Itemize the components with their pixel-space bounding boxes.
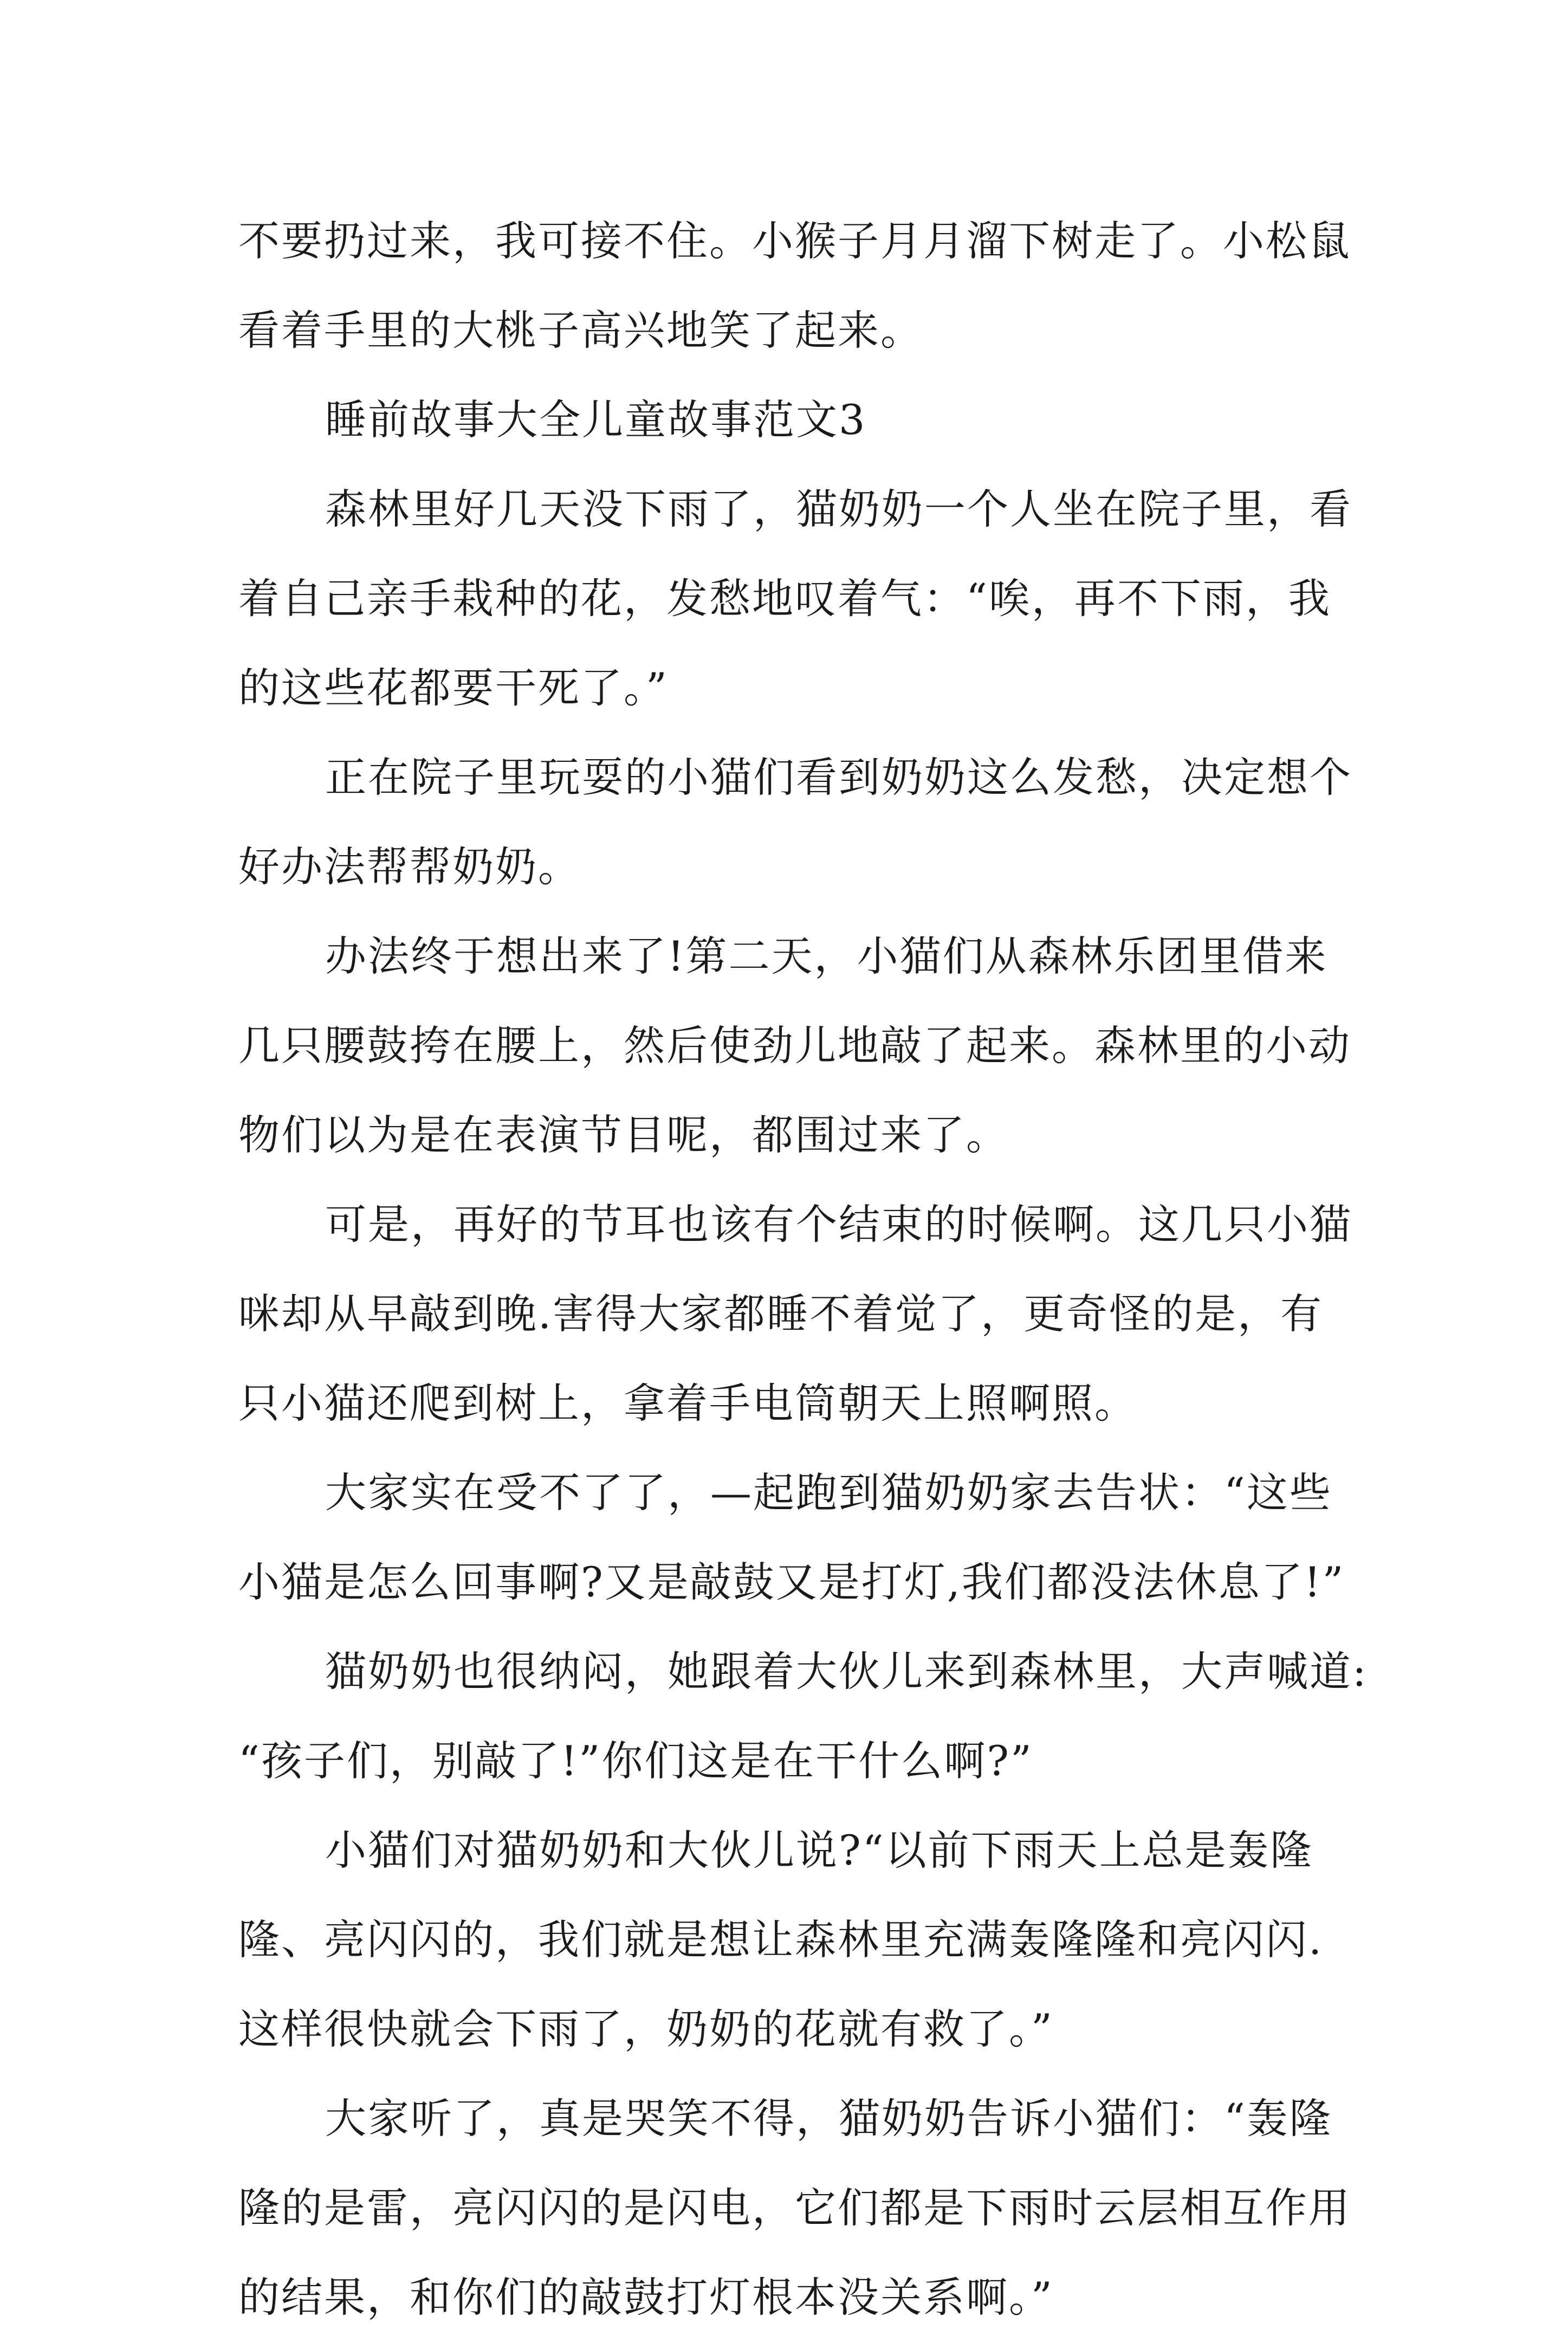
- text-line: 咪却从早敲到晚.害得大家都睡不着觉了，更奇怪的是，有: [238, 1290, 1324, 1338]
- text-line: 不要扔过来，我可接不住。小猴子月月溜下树走了。小松鼠: [238, 217, 1351, 265]
- text-line: 办法终于想出来了!第二天，小猫们从森林乐团里借来: [325, 932, 1328, 980]
- text-line: 物们以为是在表演节目呢，都围过来了。: [238, 1111, 1009, 1159]
- text-line: 隆、亮闪闪的，我们就是想让森林里充满轰隆隆和亮闪闪.: [238, 1916, 1324, 1964]
- text-line: 可是，再好的节耳也该有个结束的时候啊。这几只小猫: [325, 1200, 1352, 1248]
- text-line: 几只腰鼓挎在腰上，然后使劲儿地敲了起来。森林里的小动: [238, 1021, 1351, 1070]
- text-line: 的这些花都要干死了。”: [238, 664, 669, 712]
- text-line: 猫奶奶也很纳闷，她跟着大伙儿来到森林里，大声喊道:: [325, 1647, 1368, 1696]
- text-line: 这样很快就会下雨了，奶奶的花就有救了。”: [238, 2005, 1054, 2053]
- text-line: “孩子们，别敲了!”你们这是在干什么啊?”: [238, 1737, 1033, 1785]
- text-line: 森林里好几天没下雨了，猫奶奶一个人坐在院子里，看: [325, 485, 1352, 533]
- text-line: 小猫是怎么回事啊?又是敲鼓又是打灯,我们都没法休息了!”: [238, 1558, 1345, 1606]
- text-line: 好办法帮帮奶奶。: [238, 843, 581, 891]
- text-line: 大家实在受不了了，—起跑到猫奶奶家去告状：“这些: [325, 1468, 1332, 1517]
- text-line: 的结果，和你们的敲鼓打灯根本没关系啊。”: [238, 2273, 1054, 2321]
- text-line: 着自己亲手栽种的花，发愁地叹着气：“唉，再不下雨，我: [238, 574, 1331, 623]
- document-body: [238, 196, 1368, 2342]
- text-line: 正在院子里玩耍的小猫们看到奶奶这么发愁，决定想个: [325, 753, 1352, 801]
- section-heading: 睡前故事大全儿童故事范文3: [325, 396, 867, 444]
- text-line: 小猫们对猫奶奶和大伙儿说?“以前下雨天上总是轰隆: [325, 1826, 1313, 1874]
- text-line: 隆的是雷，亮闪闪的是闪电，它们都是下雨时云层相互作用: [238, 2184, 1351, 2232]
- text-line: 只小猫还爬到树上，拿着手电筒朝天上照啊照。: [238, 1379, 1137, 1427]
- text-line: 看着手里的大桃子高兴地笑了起来。: [238, 306, 923, 354]
- text-line: 大家听了，真是哭笑不得，猫奶奶告诉小猫们：“轰隆: [325, 2094, 1332, 2143]
